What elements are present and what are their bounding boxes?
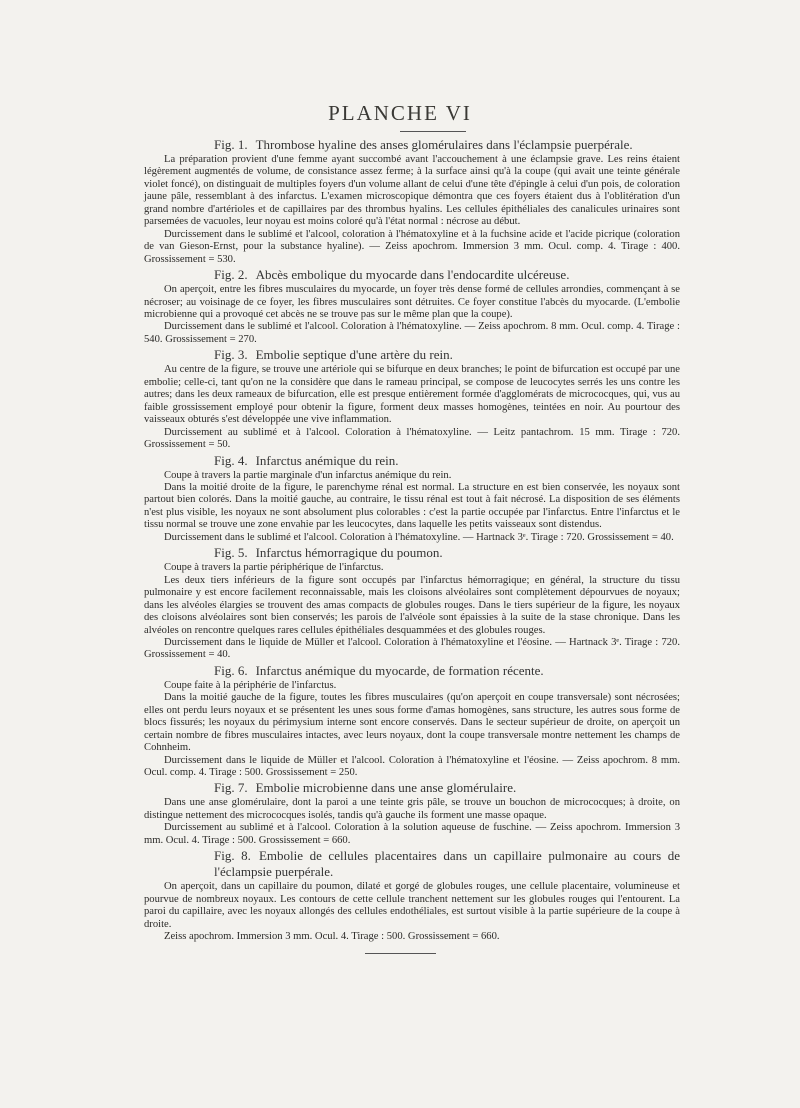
figure-label: Fig. 7.: [214, 780, 248, 796]
figure-3-legend: [144, 347, 680, 451]
figure-title: Infarctus hémorragique du poumon.: [255, 545, 443, 561]
figure-paragraph: Les deux tiers inférieurs de la figure sont occupés par l'infarctus hémorragique; en général, la structure du tissu pulmonaire y est encore facilement reconnaissable, mais les cloisons alvéolaires sont complètement dépourvues de noyaux; dans les alvéoles élargies se trouvent des amas compacts de globules rouges. Dans le tiers supérieur de la figure, les noyaux des cloisons alvéolaires sont bien conservés; les parois de l'alvéole sont épaissies à la suite de la stase chronique. Dans les alvéoles on rencontre quelques rares cellules épithéliales desquammées et des globules rouges.: [144, 574, 680, 636]
figure-heading: [144, 663, 680, 679]
figure-heading: [144, 347, 680, 363]
plate-title: PLANCHE VI: [328, 101, 472, 125]
figure-heading: [144, 453, 680, 469]
plate-legend: [144, 136, 680, 944]
figure-paragraph: Durcissement au sublimé et à l'alcool. Coloration à l'hématoxyline. — Leitz pantachrom. 15 mm. Tirage : 720. Grossissement = 50.: [144, 426, 680, 451]
figure-8-legend: [144, 848, 680, 943]
figure-paragraph: Dans la moitié gauche de la figure, toutes les fibres musculaires (qu'on aperçoit en coupe transversale) sont nécrosées; elles ont perdu leurs noyaux et se présentent les unes sous forme d'amas homogènes, sans structure, les autres sous forme de blocs fissurés; les noyaux du périmysium interne sont encore conservés. Dans le secteur supérieur de droite, on aperçoit un certain nombre de fibres musculaires intactes, avec leurs noyaux, dont la coupe transversale montre nettement les champs de Cohnheim.: [144, 692, 680, 754]
figure-2-legend: [144, 267, 680, 346]
figure-5-legend: [144, 545, 680, 662]
figure-paragraph: Dans la moitié droite de la figure, le parenchyme rénal est normal. La structure en est bien conservée, les noyaux sont partout bien colorés. Dans la moitié gauche, au contraire, le tissu rénal est tout à fait nécrosé. La disposition de ses éléments n'est plus visible, les noyaux ne sont absolument plus colorables : c'est la partie occupée par l'infarctus. Entre l'infarctus et le tissu normal se trouve une zone envahie par les leucocytes, dans laquelle les petits vaisseaux sont distendus.: [144, 481, 680, 531]
figure-heading: [144, 137, 680, 153]
figure-paragraph: Durcissement dans le sublimé et l'alcool, coloration à l'hématoxyline et à la fuchsine acide et l'acide picrique (coloration de van Gieson-Ernst, pour la substance hyaline). — Zeiss apochrom. Immersion 3 mm. Ocul. comp. 4. Tirage : 400. Grossissement = 530.: [144, 228, 680, 265]
figure-title: Embolie septique d'une artère du rein.: [255, 347, 453, 363]
figure-paragraph: Durcissement dans le liquide de Müller et l'alcool. Coloration à l'hématoxyline et l'éosine. — Hartnack 3ᵉ. Tirage : 720. Grossissement = 40.: [144, 636, 680, 661]
figure-paragraph: Durcissement dans le sublimé et l'alcool. Coloration à l'hématoxyline. — Zeiss apochrom. 8 mm. Ocul. comp. 4. Tirage : 540. Grossissement = 270.: [144, 321, 680, 345]
figure-paragraph: Durcissement dans le sublimé et l'alcool. Coloration à l'hématoxyline. — Hartnack 3ᵉ. Tirage : 720. Grossissement = 40.: [164, 531, 674, 543]
figure-label: Fig. 6.: [214, 662, 248, 678]
figure-label: Fig. 2.: [214, 267, 248, 283]
figure-title: Thrombose hyaline des anses glomérulaires dans l'éclampsie puerpérale.: [255, 137, 633, 152]
figure-paragraph: Coupe faite à la périphérie de l'infarctus.: [164, 679, 337, 691]
figure-paragraph: Durcissement au sublimé et à l'alcool. Coloration à la solution aqueuse de fuschine. — Zeiss apochrom. Immersion 3 mm. Ocul. 4. Tirage : 500. Grossissement = 660.: [144, 822, 680, 846]
figure-label: Fig. 3.: [214, 347, 248, 363]
figure-paragraph: Coupe à travers la partie marginale d'un infarctus anémique du rein.: [164, 469, 452, 481]
figure-paragraph: On aperçoit, entre les fibres musculaires du myocarde, un foyer très dense formé de cellules arrondies, commençant à se nécroser; au voisinage de ce foyer, les fibres musculaires sont détruites. Ce foyer constitue l'abcès du myocarde. (L'embolie microbienne qui a provoqué cet abcès ne se trouve pas sur le même plan que la coupe).: [144, 284, 680, 320]
figure-title: Abcès embolique du myocarde dans l'endocardite ulcéreuse.: [255, 267, 570, 283]
figure-7-legend: [144, 780, 680, 847]
figure-paragraph: Durcissement dans le liquide de Müller et l'alcool. Coloration à l'hématoxyline et l'éosine. — Zeiss apochrom. 8 mm. Ocul. comp. 4. Tirage : 500. Grossissement = 250.: [144, 754, 680, 779]
figure-paragraph: Zeiss apochrom. Immersion 3 mm. Ocul. 4. Tirage : 500. Grossissement = 660.: [164, 931, 500, 943]
figure-label: Fig. 8.: [214, 848, 251, 864]
figure-heading: [144, 267, 680, 283]
end-divider: [365, 953, 436, 954]
figure-heading: [144, 848, 680, 880]
figure-heading: [144, 545, 680, 561]
figure-4-legend: [144, 453, 680, 545]
figure-paragraph: Dans une anse glomérulaire, dont la paroi a une teinte gris pâle, se trouve un bouchon de micrococques; à droite, on distingue nettement des micrococques isolés, tandis qu'à gauche ils forment une masse opaque.: [144, 797, 680, 821]
figure-heading: [144, 780, 680, 796]
figure-title: Infarctus anémique du rein.: [255, 452, 399, 468]
title-divider: [400, 131, 466, 132]
figure-1-legend: [144, 137, 680, 266]
figure-title: Embolie de cellules placentaires dans un capillaire pulmonaire au cours de l'éclampsie puerpérale.: [214, 848, 681, 880]
figure-title: Infarctus anémique du myocarde, de formation récente.: [255, 662, 544, 678]
figure-label: Fig. 5.: [214, 545, 248, 561]
figure-title: Embolie microbienne dans une anse glomérulaire.: [255, 780, 517, 796]
figure-paragraph: On aperçoit, dans un capillaire du poumon, dilaté et gorgé de globules rouges, une cellule placentaire, volumineuse et pourvue de nombreux noyaux. Les contours de cette cellule tranchent nettement sur les globules rouges qui l'entourent. La paroi du capillaire, avec les noyaux allongés des cellules endothéliales, est surtout visible à la partie supérieure de la coupe à droite.: [144, 881, 680, 930]
figure-paragraph: Au centre de la figure, se trouve une artériole qui se bifurque en deux branches; le point de bifurcation est occupé par une embolie; celle-ci, tant qu'on ne la considère que dans le rameau principal, se compose de leucocytes serrés les uns contre les autres; dans les deux rameaux de bifurcation, elle est presque entièrement formée d'agglomérats de micrococques, qui, vus au faible grossissement employé pour obtenir la figure, forment deux masses homogènes, teintées en noir. Au pourtour des vaisseaux obturés s'est développée une vive inflammation.: [144, 364, 680, 426]
figure-paragraph: Coupe à travers la partie périphérique de l'infarctus.: [164, 562, 384, 574]
figure-label: Fig. 1.: [214, 137, 248, 152]
figure-6-legend: [144, 663, 680, 780]
figure-paragraph: La préparation provient d'une femme ayant succombé avant l'accouchement à une éclampsie grave. Les reins étaient légèrement augmentés de volume, de consistance assez ferme; à la surface ainsi qu'à la coupe (qui avait une teinte générale violet foncé), on distinguait de multiples foyers d'un volume allant de celui d'une tête d'épingle à celui d'un pois, de coloration jaune pâle, ressemblant à des infarctus. L'examen microscopique démontra que ces foyers étaient dus à l'oblitération d'un grand nombre d'artérioles et de capillaires par des thrombus hyalins. Les cellules épithéliales des canalicules urinaires sont parsemées de vacuoles, leur noyau est moins coloré qu'à l'état normal : nécrose au début.: [144, 154, 680, 228]
figure-label: Fig. 4.: [214, 452, 248, 468]
